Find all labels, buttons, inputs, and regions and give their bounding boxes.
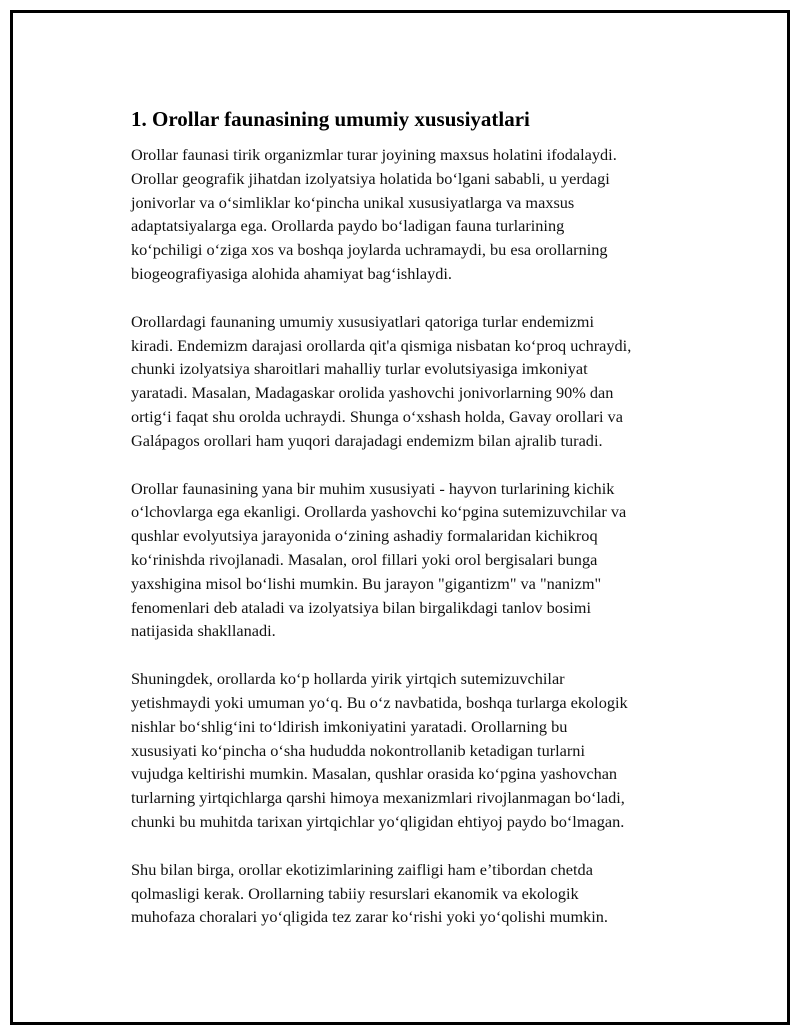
text-line: jonivorlar va o‘simliklar ko‘pincha unikal xususiyatlarga va maxsus [131, 192, 575, 212]
text-line: Orollardagi faunaning umumiy xususiyatlari qatoriga turlar endemizmi [131, 311, 594, 331]
text-line: adaptatsiyalarga ega. Orollarda paydo bo‘ladigan fauna turlarining [131, 216, 565, 236]
text-line: ko‘rinishda rivojlanadi. Masalan, orol fillari yoki orol bergisalari bunga [131, 549, 598, 569]
section-heading: 1. Orollar faunasining umumiy xususiyatlari [131, 107, 530, 131]
paragraph [131, 143, 711, 286]
paragraph-container [131, 143, 711, 929]
text-line: qolmasligi kerak. Orollarning tabiiy resurslari ekanomik va ekologik [131, 883, 579, 903]
text-line: Orollar geografik jihatdan izolyatsiya holatida bo‘lgani sababli, u yerdagi [131, 168, 610, 188]
document-body [131, 105, 711, 953]
text-line: yetishmaydi yoki umuman yo‘q. Bu o‘z navbatida, boshqa turlarga ekologik [131, 692, 628, 712]
paragraph [131, 858, 711, 929]
text-line: natijasida shakllanadi. [131, 621, 276, 641]
text-line: Galápagos orollari ham yuqori darajadagi endemizm bilan ajralib turadi. [131, 430, 603, 450]
text-line: yaratadi. Masalan, Madagaskar orolida yashovchi jonivorlarning 90% dan [131, 383, 614, 403]
paragraph [131, 477, 711, 644]
text-line: biogeografiyasiga alohida ahamiyat bag‘ishlaydi. [131, 263, 452, 283]
text-line: chunki izolyatsiya sharoitlari mahalliy turlar evolutsiyasiga imkoniyat [131, 359, 588, 379]
text-line: turlarning yirtqichlarga qarshi himoya mexanizmlari rivojlanmagan bo‘ladi, [131, 788, 625, 808]
text-line: kiradi. Endemizm darajasi orollarda qit'a qismiga nisbatan ko‘proq uchraydi, [131, 335, 632, 355]
text-line: o‘lchovlarga ega ekanligi. Orollarda yashovchi ko‘pgina sutemizuvchilar va [131, 502, 627, 522]
text-line: Shuningdek, orollarda ko‘p hollarda yirik yirtqich sutemizuvchilar [131, 669, 565, 689]
text-line: muhofaza choralari yo‘qligida tez zarar ko‘rishi yoki yo‘qolishi mumkin. [131, 907, 608, 927]
text-line: Orollar faunasining yana bir muhim xususiyati - hayvon turlarining kichik [131, 478, 615, 498]
text-line: ortig‘i faqat shu orolda uchraydi. Shunga o‘xshash holda, Gavay orollari va [131, 406, 623, 426]
text-line: nishlar bo‘shlig‘ini to‘ldirish imkoniyatini yaratadi. Orollarning bu [131, 716, 568, 736]
paragraph [131, 310, 711, 453]
text-line: xususiyati ko‘pincha o‘sha hududda nokontrollanib ketadigan turlarni [131, 740, 585, 760]
paragraph [131, 667, 711, 834]
text-line: Orollar faunasi tirik organizmlar turar joyining maxsus holatini ifodalaydi. [131, 145, 617, 164]
text-line: yaxshigina misol bo‘lishi mumkin. Bu jarayon "gigantizm" va "nanizm" [131, 573, 602, 593]
text-line: qushlar evolyutsiya jarayonida o‘zining ashadiy formalaridan kichikroq [131, 526, 598, 546]
text-line: fenomenlari deb ataladi va izolyatsiya bilan birgalikdagi tanlov bosimi [131, 597, 591, 617]
page-frame [10, 10, 790, 1025]
text-line: chunki bu muhitda tarixan yirtqichlar yo‘qligidan ehtiyoj paydo bo‘lmagan. [131, 811, 625, 831]
text-line: vujudga keltirishi mumkin. Masalan, qushlar orasida ko‘pgina yashovchan [131, 764, 618, 784]
text-line: Shu bilan birga, orollar ekotizimlarining zaifligi ham e’tibordan chetda [131, 859, 593, 879]
text-line: ko‘pchiligi o‘ziga xos va boshqa joylarda uchramaydi, bu esa orollarning [131, 240, 608, 260]
